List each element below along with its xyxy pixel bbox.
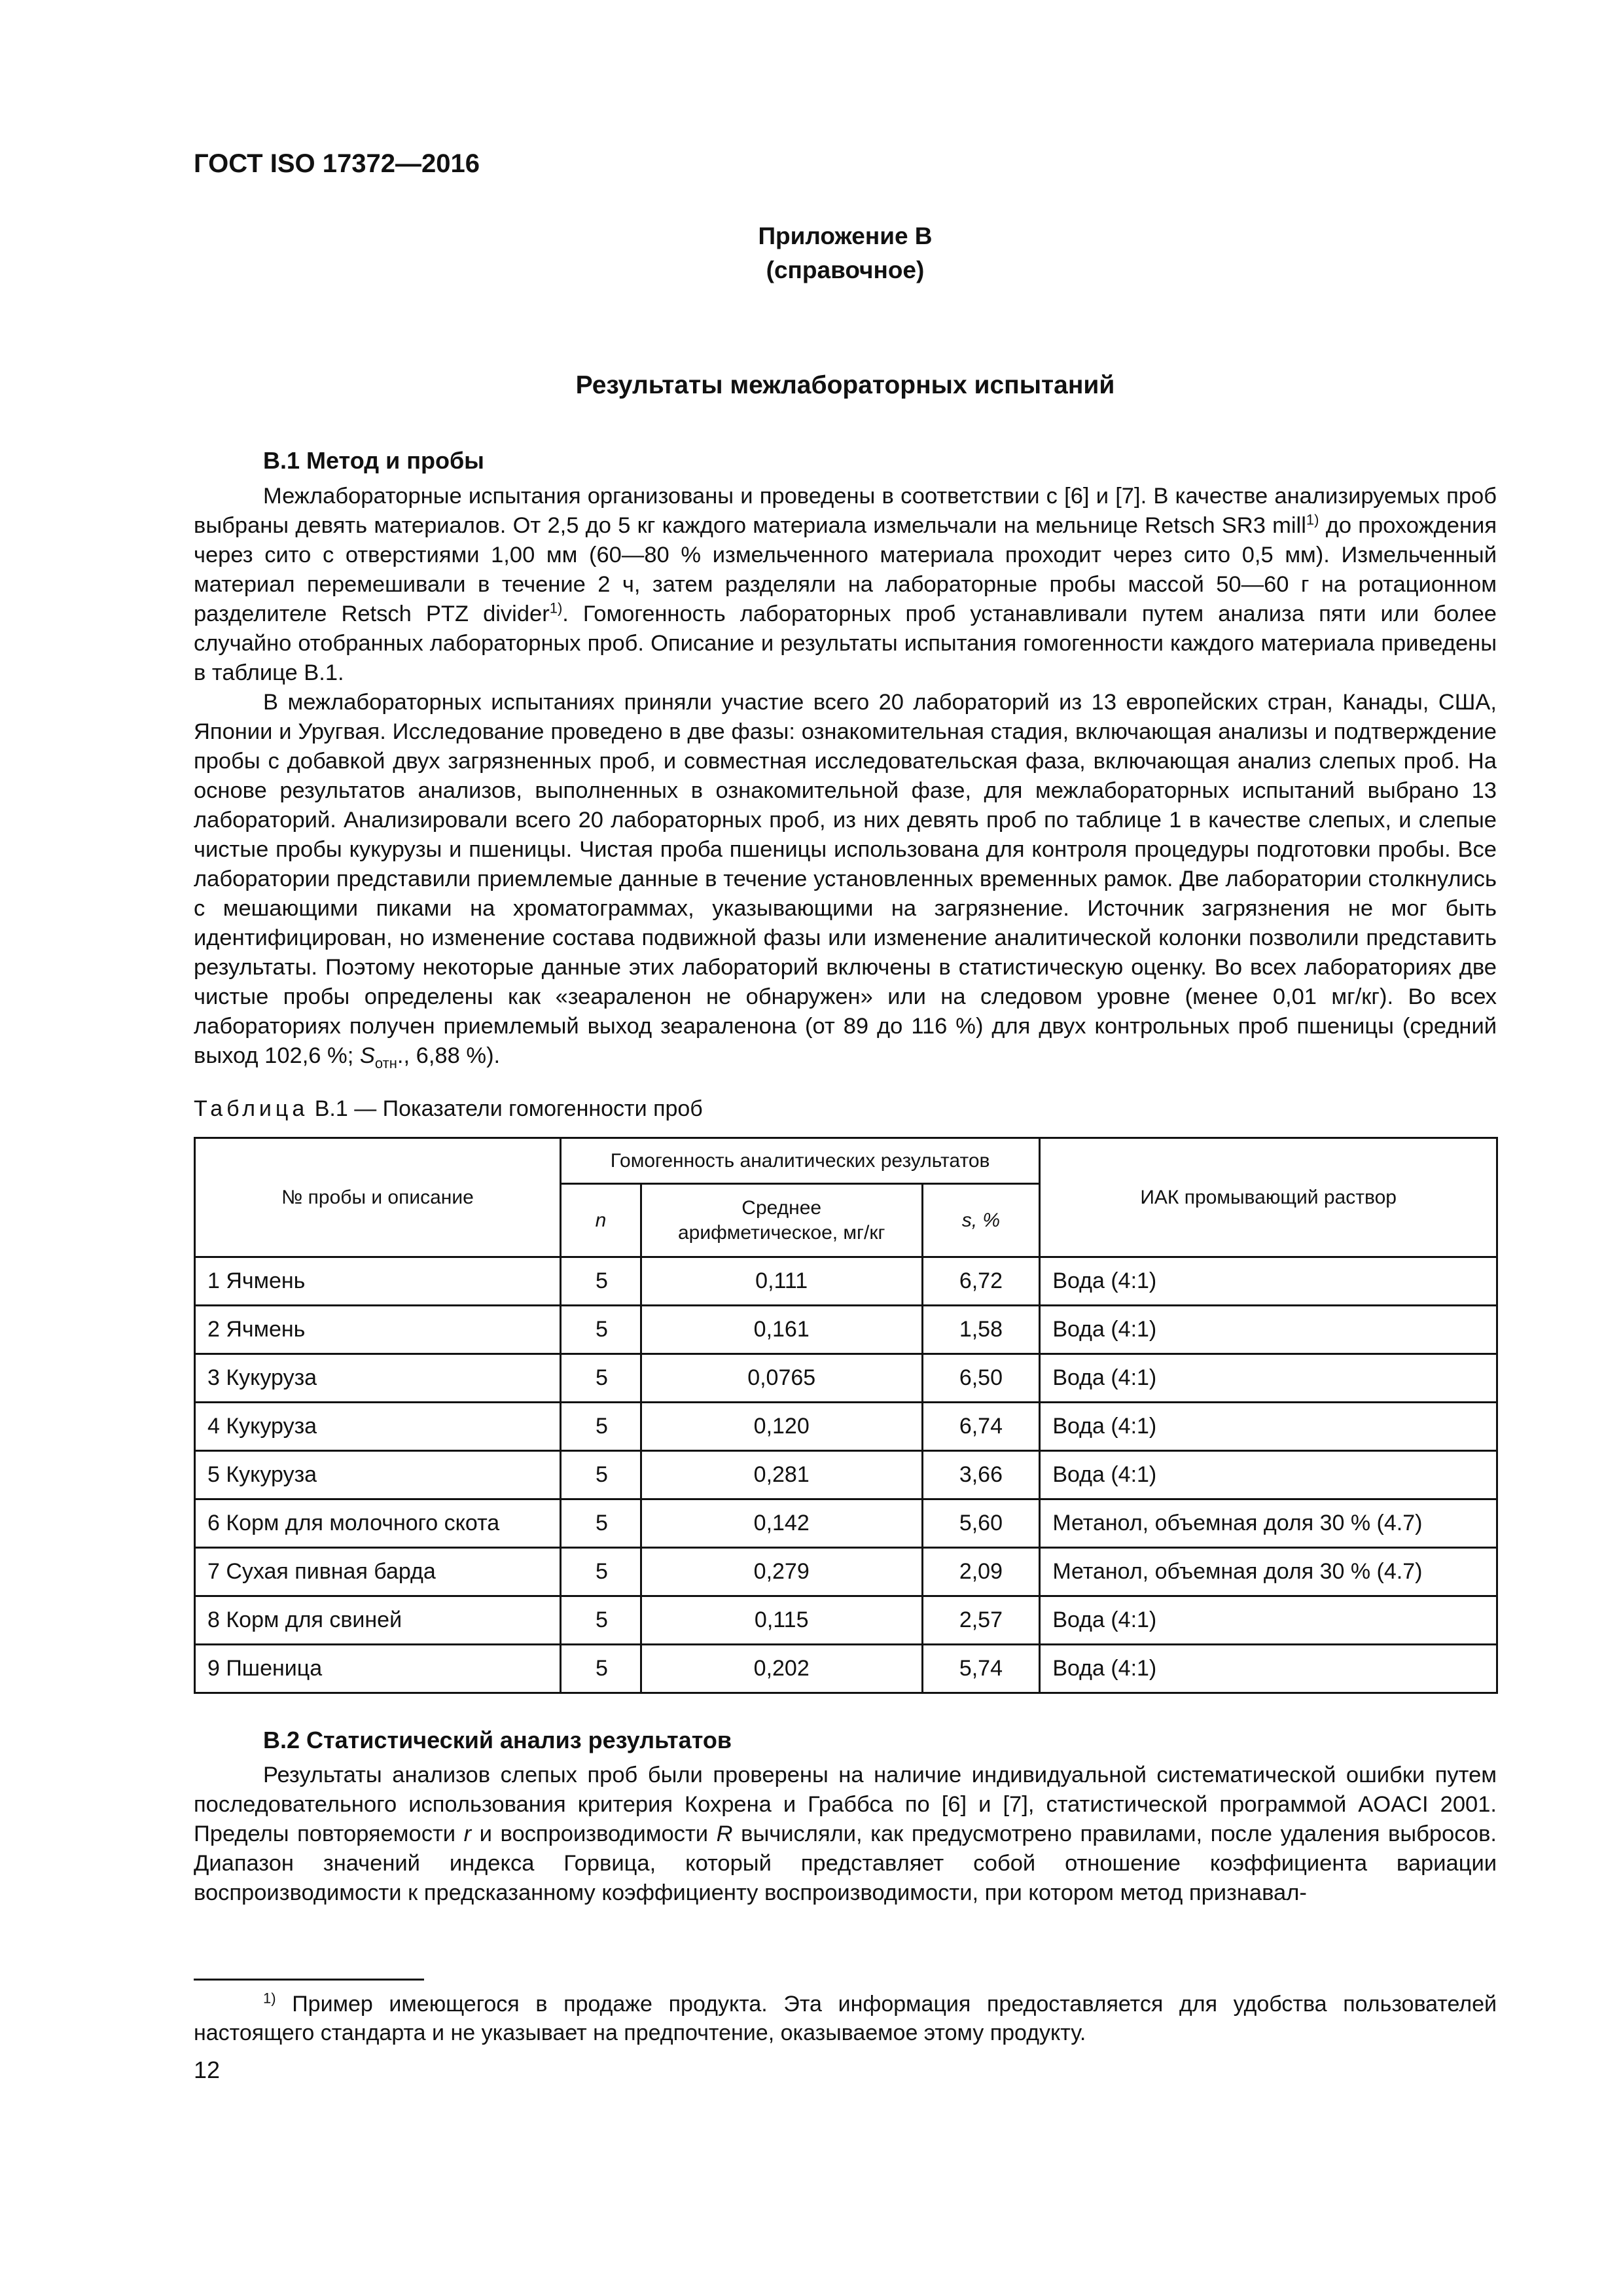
cell-sample: 3 Кукуруза bbox=[195, 1354, 561, 1403]
section-heading-b1: В.1 Метод и пробы bbox=[263, 447, 484, 474]
cell-mean: 0,120 bbox=[641, 1403, 922, 1451]
text-run: . Гомогенность лабораторных проб устанавливали путем анализа пяти или более случайно отобранных лабораторных проб. Описание и результаты испытания гомогенности каждого материала приведены в таблице В.1. bbox=[194, 601, 1497, 685]
cell-iac: Вода (4:1) bbox=[1040, 1645, 1497, 1693]
cell-n: 5 bbox=[560, 1354, 641, 1403]
footnote bbox=[194, 1990, 1497, 2047]
table-caption-label: Таблица bbox=[194, 1096, 309, 1121]
cell-sample: 5 Кукуруза bbox=[195, 1451, 561, 1499]
cell-n: 5 bbox=[560, 1499, 641, 1548]
cell-sample: 9 Пшеница bbox=[195, 1645, 561, 1693]
cell-n: 5 bbox=[560, 1645, 641, 1693]
cell-s: 5,60 bbox=[922, 1499, 1040, 1548]
symbol-s: S bbox=[359, 1043, 375, 1068]
footnote-mark: 1) bbox=[263, 1990, 276, 2007]
cell-s: 3,66 bbox=[922, 1451, 1040, 1499]
subscript: отн bbox=[374, 1054, 397, 1071]
footnote-body: Пример имеющегося в продаже продукта. Эта информация предоставляется для удобства пользователей настоящего стандарта и не указывает на предпочтение, оказываемое этому продукту. bbox=[194, 1992, 1497, 2045]
cell-s: 2,57 bbox=[922, 1596, 1040, 1645]
table-row bbox=[195, 1354, 1497, 1403]
cell-iac: Вода (4:1) bbox=[1040, 1596, 1497, 1645]
table-caption-text: В.1 — Показатели гомогенности проб bbox=[308, 1096, 703, 1121]
cell-s: 1,58 bbox=[922, 1306, 1040, 1354]
cell-sample: 6 Корм для молочного скота bbox=[195, 1499, 561, 1548]
header-mean: Среднее арифметическое, мг/кг bbox=[641, 1184, 922, 1257]
header-iac: ИАК промывающий раствор bbox=[1040, 1138, 1497, 1257]
text-run: до прохождения через сито с отверстиями 1,00 мм (60—80 % измельченного материала проходит через сито 0,5 мм). Измельченный материал перемешивали в течение 2 ч, затем разделяли на лабораторные пробы массой 50—60 г на ротационном разделителе Retsch PTZ divider bbox=[194, 513, 1497, 626]
table-row bbox=[195, 1451, 1497, 1499]
cell-n: 5 bbox=[560, 1451, 641, 1499]
text-run: Межлабораторные испытания организованы и проведены в соответствии с [6] и [7]. В качестве анализируемых проб выбраны девять материалов. От 2,5 до 5 кг каждого материала измельчали на мельнице Retsch SR3 mill bbox=[194, 484, 1497, 538]
appendix-subtitle: (справочное) bbox=[766, 257, 925, 283]
cell-n: 5 bbox=[560, 1596, 641, 1645]
footnote-ref: 1) bbox=[549, 600, 563, 617]
text-run: и воспроизводимости bbox=[471, 1821, 717, 1846]
document-header-id: ГОСТ ISO 17372—2016 bbox=[194, 149, 480, 178]
cell-mean: 0,202 bbox=[641, 1645, 922, 1693]
cell-s: 2,09 bbox=[922, 1548, 1040, 1596]
cell-sample: 4 Кукуруза bbox=[195, 1403, 561, 1451]
cell-iac: Вода (4:1) bbox=[1040, 1451, 1497, 1499]
cell-mean: 0,161 bbox=[641, 1306, 922, 1354]
header-n: n bbox=[560, 1184, 641, 1257]
cell-n: 5 bbox=[560, 1257, 641, 1306]
cell-s: 6,74 bbox=[922, 1403, 1040, 1451]
table-row bbox=[195, 1499, 1497, 1548]
section-b2-body bbox=[194, 1761, 1497, 1908]
cell-mean: 0,111 bbox=[641, 1257, 922, 1306]
header-s bbox=[922, 1184, 1040, 1257]
paragraph-b1-2 bbox=[194, 688, 1497, 1071]
text-run: Результаты анализов слепых проб были проверены на наличие индивидуальной систематической ошибки путем последовательного использования критерия Кохрена и Граббса по [6] и [7], статистической программой AOACI 2001. Пределы повторяемости bbox=[194, 1763, 1497, 1846]
cell-sample: 1 Ячмень bbox=[195, 1257, 561, 1306]
footnote-text bbox=[194, 1990, 1497, 2047]
cell-s: 6,72 bbox=[922, 1257, 1040, 1306]
text-run: вычисляли, как предусмотрено правилами, после удаления выбросов. Диапазон значений индекса Горвица, который представляет собой отношение коэффициента вариации воспроизводимости к предсказанному коэффициенту воспроизводимости, при котором метод признавал- bbox=[194, 1821, 1497, 1905]
header-sample: № пробы и описание bbox=[195, 1138, 561, 1257]
cell-iac: Вода (4:1) bbox=[1040, 1306, 1497, 1354]
text-run: В межлабораторных испытаниях приняли участие всего 20 лабораторий из 13 европейских стран, Канады, США, Японии и Уругвая. Исследование проведено в две фазы: ознакомительная стадия, включающая анализы и подтверждение пробы с добавкой двух загрязненных проб, и совместная исследовательская фаза, включающая анализ слепых проб. На основе результатов анализов, выполненных в ознакомительной фазе, для межлабораторных испытаний выбрано 13 лабораторий. Анализировали всего 20 лабораторных проб, из них девять проб по таблице 1 в качестве слепых, и слепые чистые пробы кукурузы и пшеницы. Чистая проба пшеницы использована для контроля процедуры подготовки пробы. Все лаборатории представили приемлемые данные в течение установленных временных рамок. Две лаборатории столкнулись с мешающими пиками на хроматограммах, указывающими на загрязнение. Источник загрязнения не мог быть идентифицирован, но изменение состава подвижной фазы или изменение аналитической колонки позволили представить результаты. Поэтому некоторые данные этих лабораторий включены в статистическую оценку. Во всех лабораториях две чистые пробы определены как «зеараленон не обнаружен» или на следовом уровне (менее 0,01 мг/кг). Во всех лабораториях получен приемлемый выход зеараленона (от 89 до 116 %) для двух контрольных проб пшеницы (средний выход 102,6 %; bbox=[194, 690, 1497, 1068]
cell-s: 5,74 bbox=[922, 1645, 1040, 1693]
section-heading-b2: В.2 Статистический анализ результатов bbox=[263, 1727, 732, 1753]
cell-iac: Вода (4:1) bbox=[1040, 1403, 1497, 1451]
table-row bbox=[195, 1548, 1497, 1596]
table-row bbox=[195, 1403, 1497, 1451]
page-number: 12 bbox=[194, 2056, 221, 2083]
cell-n: 5 bbox=[560, 1306, 641, 1354]
table-caption bbox=[194, 1096, 703, 1122]
cell-sample: 8 Корм для свиней bbox=[195, 1596, 561, 1645]
text-run: ., 6,88 %). bbox=[397, 1043, 501, 1068]
symbol-r: r bbox=[463, 1821, 472, 1846]
header-homogeneity: Гомогенность аналитических результатов bbox=[560, 1138, 1039, 1184]
table-row bbox=[195, 1596, 1497, 1645]
cell-mean: 0,279 bbox=[641, 1548, 922, 1596]
cell-mean: 0,115 bbox=[641, 1596, 922, 1645]
page-title: Результаты межлабораторных испытаний bbox=[575, 371, 1115, 399]
appendix-title: Приложение В bbox=[758, 223, 933, 249]
cell-n: 5 bbox=[560, 1548, 641, 1596]
cell-iac: Метанол, объемная доля 30 % (4.7) bbox=[1040, 1499, 1497, 1548]
cell-iac: Вода (4:1) bbox=[1040, 1354, 1497, 1403]
table-row bbox=[195, 1306, 1497, 1354]
cell-n: 5 bbox=[560, 1403, 641, 1451]
cell-iac: Метанол, объемная доля 30 % (4.7) bbox=[1040, 1548, 1497, 1596]
cell-sample: 7 Сухая пивная барда bbox=[195, 1548, 561, 1596]
footnote-ref: 1) bbox=[1306, 511, 1319, 528]
table-row bbox=[195, 1257, 1497, 1306]
footnote-separator bbox=[194, 1979, 424, 1981]
table-row bbox=[195, 1645, 1497, 1693]
cell-sample: 2 Ячмень bbox=[195, 1306, 561, 1354]
section-b1-body bbox=[194, 482, 1497, 1071]
cell-s: 6,50 bbox=[922, 1354, 1040, 1403]
paragraph-b2-1 bbox=[194, 1761, 1497, 1908]
cell-iac: Вода (4:1) bbox=[1040, 1257, 1497, 1306]
homogeneity-table bbox=[194, 1137, 1498, 1694]
header-s-text: s, % bbox=[961, 1209, 1001, 1231]
cell-mean: 0,142 bbox=[641, 1499, 922, 1548]
paragraph-b1-1 bbox=[194, 482, 1497, 688]
cell-mean: 0,0765 bbox=[641, 1354, 922, 1403]
cell-mean: 0,281 bbox=[641, 1451, 922, 1499]
symbol-R: R bbox=[716, 1821, 733, 1846]
